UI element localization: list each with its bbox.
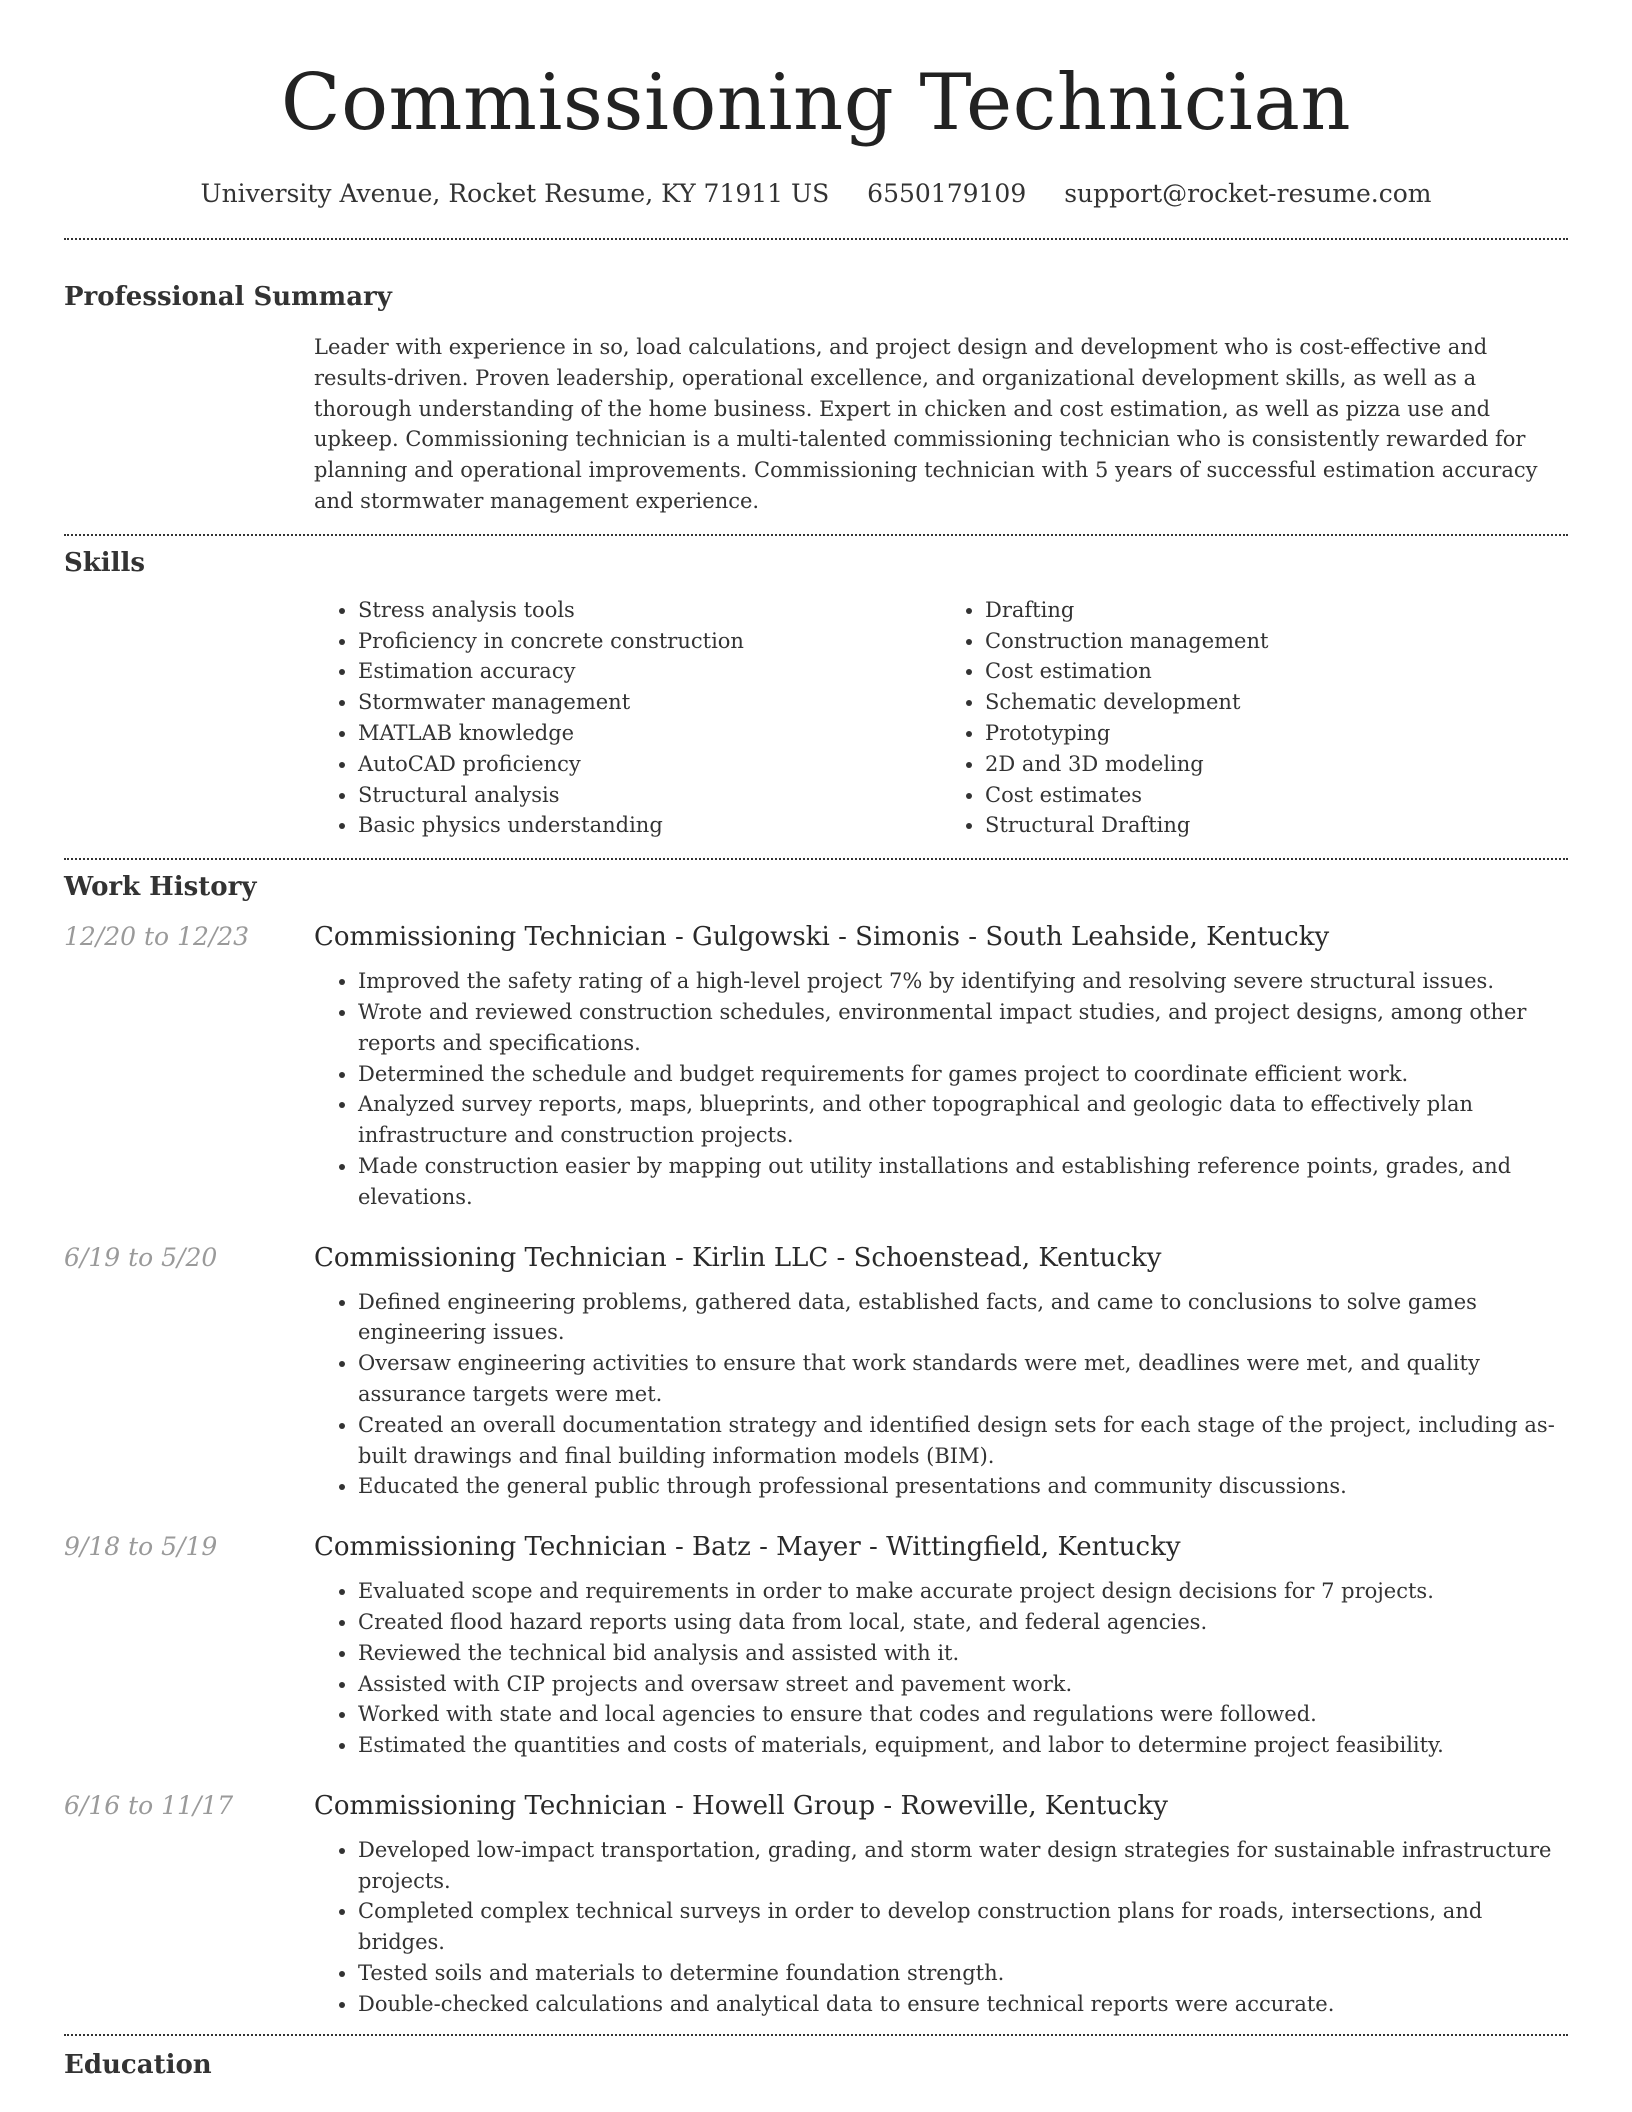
job-bullets bbox=[314, 1287, 1568, 1503]
section-divider bbox=[64, 858, 1568, 860]
job-title: Commissioning Technician - Batz - Mayer - Wittingfield, Kentucky bbox=[314, 1532, 1181, 1563]
job-bullet: • Defined engineering problems, gathered data, established facts, and came to conclusions to solve games engineering issues. bbox=[358, 1287, 1568, 1349]
skill-item: • MATLAB knowledge bbox=[358, 718, 941, 749]
job-bullets bbox=[314, 966, 1568, 1212]
contact-email[interactable]: support@rocket-resume.com bbox=[1064, 179, 1432, 208]
summary-heading: Professional Summary bbox=[64, 282, 392, 312]
job-bullet: • Determined the schedule and budget requirements for games project to coordinate efficient work. bbox=[358, 1059, 1568, 1090]
work-heading: Work History bbox=[64, 872, 257, 903]
job-entry bbox=[64, 1789, 1568, 2020]
skill-item: • Cost estimation bbox=[985, 656, 1568, 687]
skill-item: • Prototyping bbox=[985, 718, 1568, 749]
skill-item: • Stormwater management bbox=[358, 687, 941, 718]
job-dates: 12/20 to 12/23 bbox=[64, 922, 250, 952]
skill-item: • Stress analysis tools bbox=[358, 595, 941, 626]
job-bullet: • Estimated the quantities and costs of materials, equipment, and labor to determine project feasibility. bbox=[358, 1730, 1568, 1761]
skill-item: • Structural analysis bbox=[358, 780, 941, 811]
job-bullet: • Created flood hazard reports using data from local, state, and federal agencies. bbox=[358, 1607, 1568, 1638]
skill-item: • Estimation accuracy bbox=[358, 656, 941, 687]
contact-line bbox=[64, 178, 1568, 210]
skill-item: • 2D and 3D modeling bbox=[985, 749, 1568, 780]
resume-page bbox=[64, 0, 1568, 2082]
job-bullet: • Assisted with CIP projects and oversaw street and pavement work. bbox=[358, 1669, 1568, 1700]
job-title: Commissioning Technician - Kirlin LLC - Schoenstead, Kentucky bbox=[314, 1242, 1162, 1273]
job-bullets bbox=[314, 1835, 1568, 2020]
job-bullet: • Analyzed survey reports, maps, blueprints, and other topographical and geologic data to effectively plan infrastructure and construction projects. bbox=[358, 1089, 1568, 1151]
skills-list-left bbox=[314, 595, 941, 841]
skills-heading: Skills bbox=[64, 547, 146, 578]
skill-item: • Schematic development bbox=[985, 687, 1568, 718]
section-divider bbox=[64, 2034, 1568, 2036]
job-dates: 6/19 to 5/20 bbox=[64, 1242, 218, 1272]
job-dates: 9/18 to 5/19 bbox=[64, 1532, 218, 1562]
contact-address: University Avenue, Rocket Resume, KY 71911 US bbox=[200, 179, 830, 208]
job-bullet: • Made construction easier by mapping out utility installations and establishing reference points, grades, and elevations. bbox=[358, 1151, 1568, 1213]
job-bullet: • Double-checked calculations and analytical data to ensure technical reports were accurate. bbox=[358, 1989, 1568, 2020]
skill-item: • Cost estimates bbox=[985, 780, 1568, 811]
skills-list-right bbox=[941, 595, 1568, 841]
job-bullet: • Tested soils and materials to determine foundation strength. bbox=[358, 1958, 1568, 1989]
education-heading: Education bbox=[64, 2049, 212, 2080]
job-bullet: • Improved the safety rating of a high-level project 7% by identifying and resolving severe structural issues. bbox=[358, 966, 1568, 997]
job-bullet: • Reviewed the technical bid analysis and assisted with it. bbox=[358, 1638, 1568, 1669]
job-title: Commissioning Technician - Gulgowski - Simonis - South Leahside, Kentucky bbox=[314, 922, 1330, 953]
skill-item: • Drafting bbox=[985, 595, 1568, 626]
skill-item: • AutoCAD proficiency bbox=[358, 749, 941, 780]
skill-item: • Construction management bbox=[985, 626, 1568, 657]
job-entry bbox=[64, 1241, 1568, 1503]
job-bullet: • Evaluated scope and requirements in order to make accurate project design decisions for 7 projects. bbox=[358, 1576, 1568, 1607]
job-entry bbox=[64, 1530, 1568, 1761]
skill-item: • Proficiency in concrete construction bbox=[358, 626, 941, 657]
job-bullet: • Completed complex technical surveys in order to develop construction plans for roads, intersections, and bridges. bbox=[358, 1896, 1568, 1958]
job-bullet: • Created an overall documentation strategy and identified design sets for each stage of the project, including as-built drawings and final building information models (BIM). bbox=[358, 1410, 1568, 1472]
contact-phone: 6550179109 bbox=[867, 179, 1027, 208]
job-bullet: • Educated the general public through professional presentations and community discussions. bbox=[358, 1471, 1568, 1502]
job-bullet: • Wrote and reviewed construction schedules, environmental impact studies, and project designs, among other reports and specifications. bbox=[358, 997, 1568, 1059]
job-bullet: • Worked with state and local agencies to ensure that codes and regulations were followed. bbox=[358, 1699, 1568, 1730]
section-divider bbox=[64, 238, 1568, 240]
summary-body bbox=[314, 332, 1568, 517]
skills-columns bbox=[314, 595, 1568, 841]
section-divider bbox=[64, 534, 1568, 536]
job-dates: 6/16 to 11/17 bbox=[64, 1790, 234, 1820]
job-bullet: • Oversaw engineering activities to ensure that work standards were met, deadlines were met, and quality assurance targets were met. bbox=[358, 1348, 1568, 1410]
job-bullet: • Developed low-impact transportation, grading, and storm water design strategies for sustainable infrastructure projects. bbox=[358, 1835, 1568, 1897]
job-entry bbox=[64, 920, 1568, 1212]
resume-name: Commissioning Technician bbox=[280, 58, 1352, 148]
skill-item: • Structural Drafting bbox=[985, 810, 1568, 841]
skill-item: • Basic physics understanding bbox=[358, 810, 941, 841]
summary-text: Leader with experience in so, load calculations, and project design and development who is cost-effective and results-driven. Proven leadership, operational excellence, and organizational development skills, as well as a thorough understanding of the home business. Expert in chicken and cost estimation, as well as pizza use and upkeep. Commissioning technician is a multi-talented commissioning technician who is consistently rewarded for planning and operational improvements. Commissioning technician with 5 years of successful estimation accuracy and stormwater management experience. bbox=[314, 335, 1538, 513]
job-bullets bbox=[314, 1576, 1568, 1761]
job-title: Commissioning Technician - Howell Group - Roweville, Kentucky bbox=[314, 1790, 1168, 1821]
